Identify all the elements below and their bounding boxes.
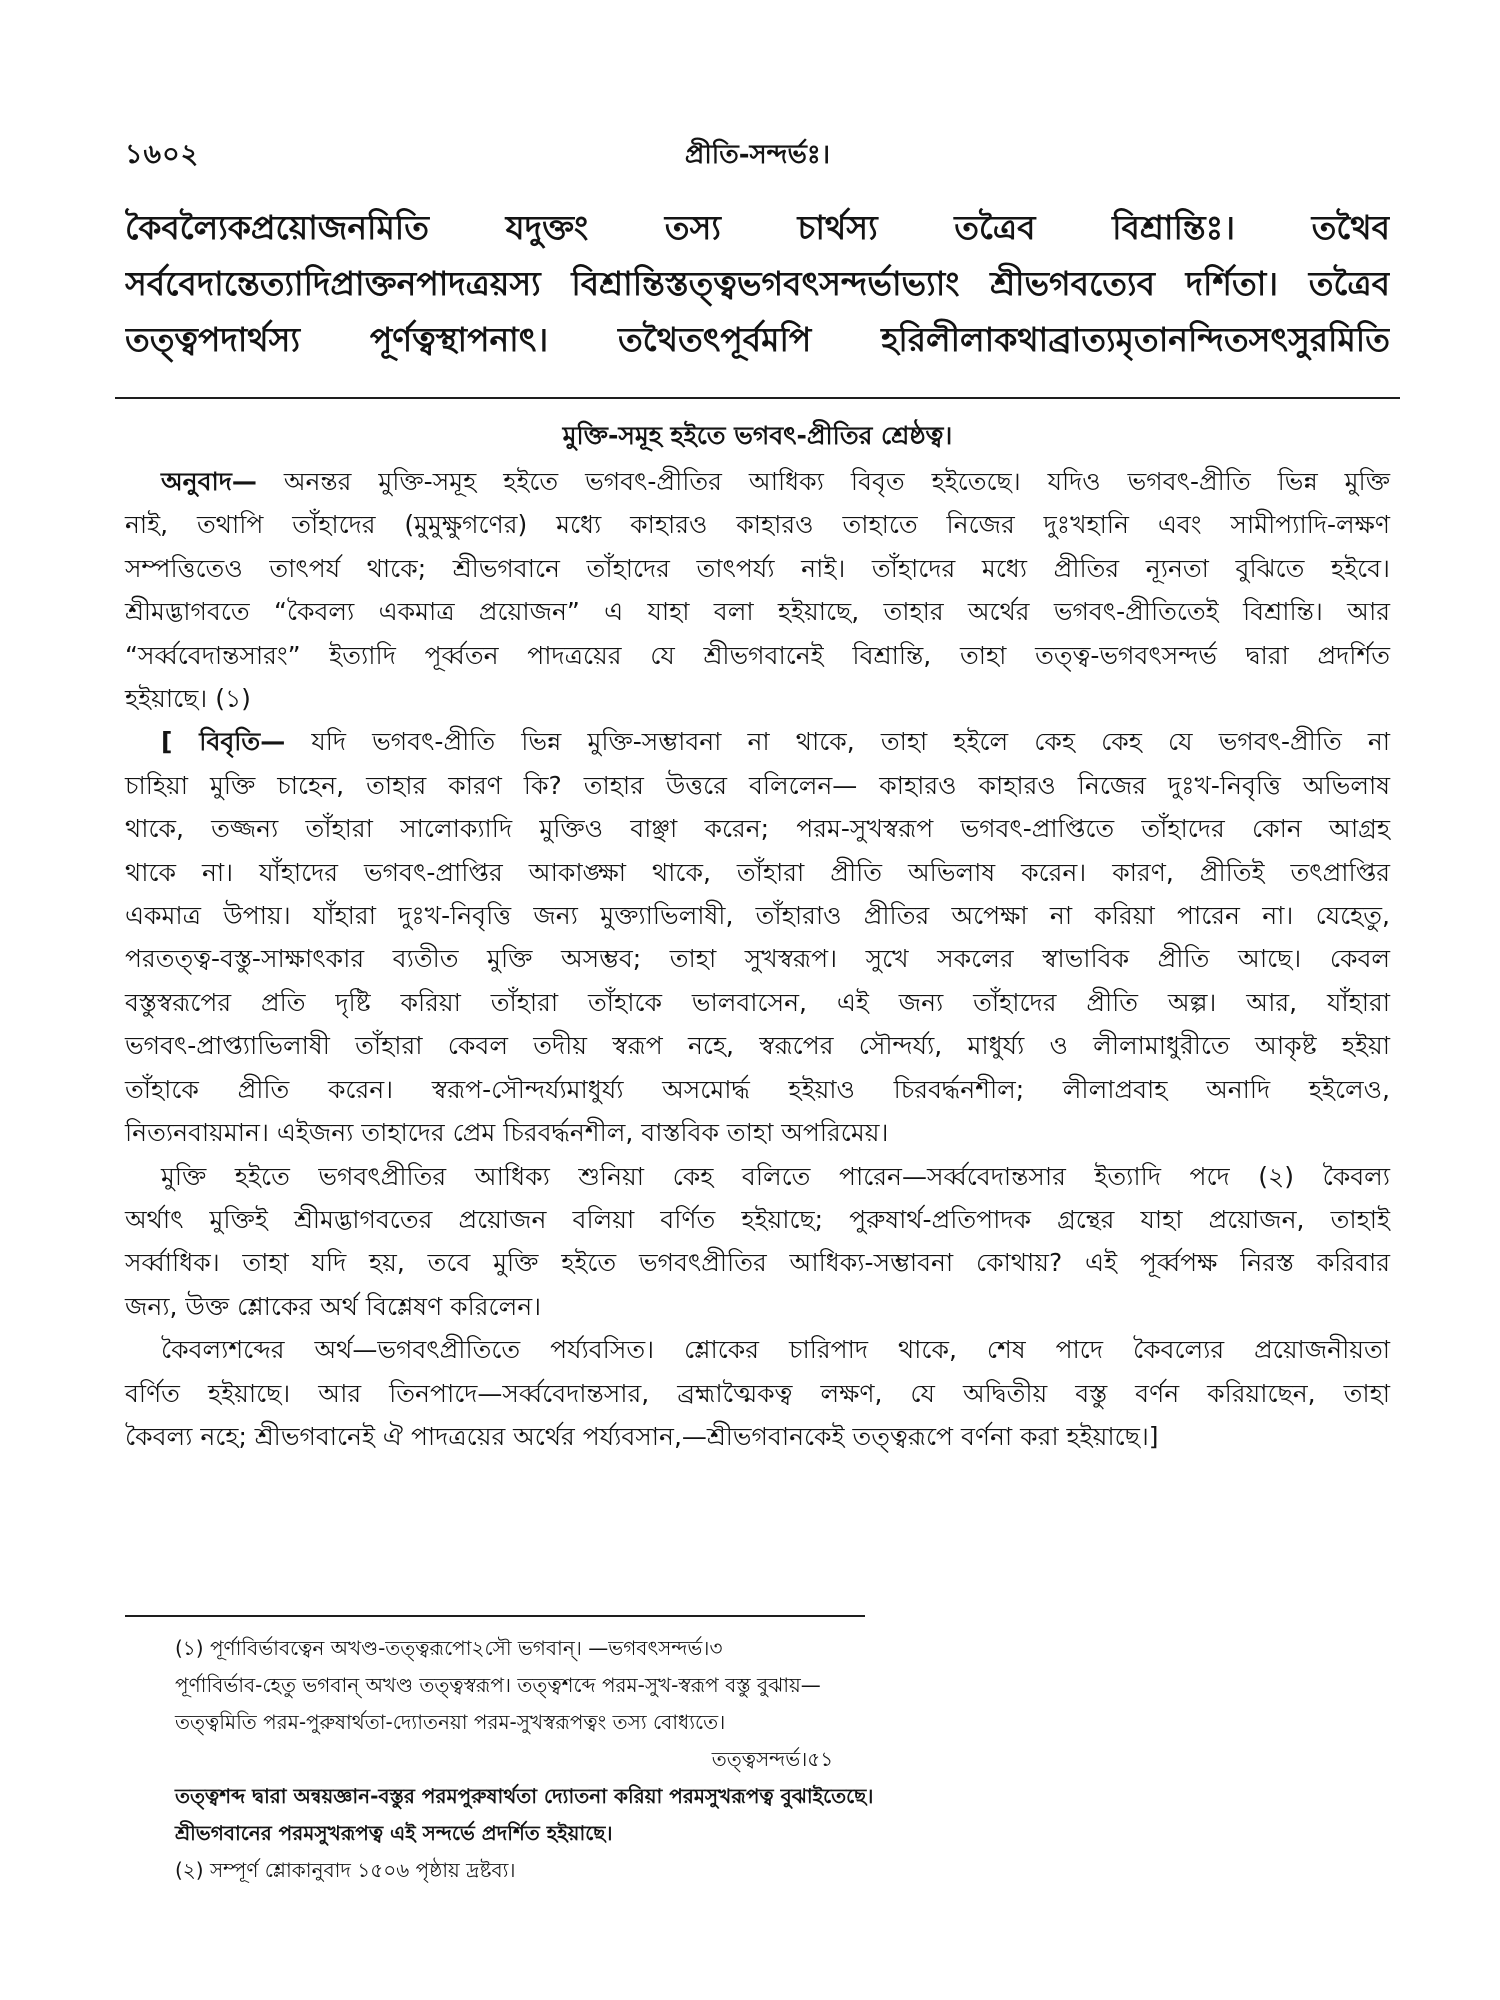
text-line: অর্থাৎ মুক্তিই শ্রীমদ্ভাগবতের প্রয়োজন বলিয়া বর্ণিত হইয়াছে; পুরুষার্থ-প্রতিপাদক গ্রন্থের যাহা প্রয়োজন, তাহাই xyxy=(125,1204,1390,1234)
text-line: তাঁহাকে প্রীতি করেন। স্বরূপ-সৌন্দর্য্যমাধুর্য্য অসমোর্দ্ধ হইয়াও চিরবর্দ্ধনশীল; লীলাপ্রবাহ অনাদি হইলেও, xyxy=(125,1074,1390,1104)
text-line: ভগবৎ-প্রাপ্ত্যাভিলাষী তাঁহারা কেবল তদীয় স্বরূপ নহে, স্বরূপের সৌন্দর্য্য, মাধুর্য্য ও লীলামাধুরীতে আকৃষ্ট হইয়া xyxy=(125,1031,1390,1061)
text-line: হইয়াছে। (১) xyxy=(125,684,251,714)
footnote-line: তত্ত্বশব্দ দ্বারা অন্বয়জ্ঞান-বস্তুর পরমপুরুষার্থতা দ্যোতনা করিয়া পরমসুখরূপত্ব বুঝাইতেছে। xyxy=(175,1784,874,1808)
footnote-citation: তত্ত্বসন্দর্ভ।৫১ xyxy=(711,1747,834,1771)
footnote-line: পূর্ণাবির্ভাব-হেতু ভগবান্ অখণ্ড তত্ত্বস্বরূপ। তত্ত্বশব্দে পরম-সুখ-স্বরূপ বস্তু বুঝায়— xyxy=(175,1673,821,1697)
footnote-rule xyxy=(125,1615,865,1617)
running-title: প্রীতি-সন্দর্ভঃ। xyxy=(684,140,831,170)
section-heading: মুক্তি-সমূহ হইতে ভগবৎ-প্রীতির শ্রেষ্ঠত্ব। xyxy=(562,421,953,450)
footnote-line: (২) সম্পূর্ণ শ্লোকানুবাদ ১৫০৬ পৃষ্ঠায় দ্রষ্টব্য। xyxy=(175,1858,516,1882)
footnote-line: শ্রীভগবানের পরমসুখরূপত্ব এই সন্দর্ভে প্রদর্শিত হইয়াছে। xyxy=(175,1821,613,1845)
kaivalya-paragraph xyxy=(125,1328,1390,1458)
text-line: শ্রীমদ্ভাগবতে “কৈবল্য একমাত্র প্রয়োজন” এ যাহা বলা হইয়াছে, তাহার অর্থের ভগবৎ-প্রীতিতেই বিশ্রান্তি। আর xyxy=(125,597,1390,627)
text-line: সম্পত্তিতেও তাৎপর্য থাকে; শ্রীভগবানে তাঁহাদের তাৎপর্য্য নাই। তাঁহাদের মধ্যে প্রীতির ন্যূনতা বুঝিতে হইবে। xyxy=(125,553,1390,583)
text-line: জন্য, উক্ত শ্লোকের অর্থ বিশ্লেষণ করিলেন। xyxy=(125,1291,542,1321)
text-line: [ বিবৃতি— যদি ভগবৎ-প্রীতি ভিন্ন মুক্তি-সম্ভাবনা না থাকে, তাহা হইলে কেহ কেহ যে ভগবৎ-প্রীতি না xyxy=(161,727,1391,757)
anubad-paragraph xyxy=(125,460,1390,720)
text-line: বস্তুস্বরূপের প্রতি দৃষ্টি করিয়া তাঁহারা তাঁহাকে ভালবাসেন, এই জন্য তাঁহাদের প্রীতি অল্প। আর, যাঁহারা xyxy=(125,987,1390,1017)
sanskrit-text xyxy=(125,200,1390,368)
text-line: চাহিয়া মুক্তি চাহেন, তাহার কারণ কি? তাহার উত্তরে বলিলেন— কাহারও কাহারও নিজের দুঃখ-নিবৃত্তি অভিলাষ xyxy=(125,770,1390,800)
sanskrit-line: তত্ত্বপদার্থস্য পূর্ণত্বস্থাপনাৎ। তথৈতৎপূর্বমপি হরিলীলাকথাব্রাত্যমৃতানন্দিতসৎসুরমিতি xyxy=(125,320,1390,359)
text-line: অনুবাদ— অনন্তর মুক্তি-সমূহ হইতে ভগবৎ-প্রীতির আধিক্য বিবৃত হইতেছে। যদিও ভগবৎ-প্রীতি ভিন্ন মুক্তি xyxy=(161,467,1390,496)
text-line: “সর্ব্ববেদান্তসারং” ইত্যাদি পূর্ব্বতন পাদত্রয়ের যে শ্রীভগবানেই বিশ্রান্তি, তাহা তত্ত্ব-ভগবৎসন্দর্ভ দ্বারা প্রদর্শিত xyxy=(125,640,1390,670)
footnote-line: (১) পূর্ণাবির্ভাবত্বেন অখণ্ড-তত্ত্বরূপো২সৌ ভগবান্। —ভগবৎসন্দর্ভ।৩ xyxy=(175,1636,723,1660)
text-line: সর্ব্বাধিক। তাহা যদি হয়, তবে মুক্তি হইতে ভগবৎপ্রীতির আধিক্য-সম্ভাবনা কোথায়? এই পূর্ব্বপক্ষ নিরস্ত করিবার xyxy=(125,1248,1390,1278)
text-line: নিত্যনবায়মান। এইজন্য তাহাদের প্রেম চিরবর্দ্ধনশীল, বাস্তবিক তাহা অপরিমেয়। xyxy=(125,1118,889,1148)
anubad-label: অনুবাদ— xyxy=(161,467,257,496)
text-line: থাকে, তজ্জন্য তাঁহারা সালোক্যাদি মুক্তিও বাঞ্ছা করেন; পরম-সুখস্বরূপ ভগবৎ-প্রাপ্তিতে তাঁহাদের কোন আগ্রহ xyxy=(125,814,1390,844)
text-line: থাকে না। যাঁহাদের ভগবৎ-প্রাপ্তির আকাঙ্ক্ষা থাকে, তাঁহারা প্রীতি অভিলাষ করেন। কারণ, প্রীতিই তৎপ্রাপ্তির xyxy=(125,857,1390,887)
text-line: কৈবল্য নহে; শ্রীভগবানেই ঐ পাদত্রয়ের অর্থের পর্য্যবসান,—শ্রীভগবানকেই তত্ত্বরূপে বর্ণনা করা হইয়াছে।] xyxy=(125,1421,1159,1451)
text-line: একমাত্র উপায়। যাঁহারা দুঃখ-নিবৃত্তি জন্য মুক্ত্যাভিলাষী, তাঁহারাও প্রীতির অপেক্ষা না করিয়া পারেন না। যেহেতু, xyxy=(125,901,1390,931)
footnote-line: তত্ত্বমিতি পরম-পুরুষার্থতা-দ্যোতনয়া পরম-সুখস্বরূপত্বং তস্য বোধ্যতে। xyxy=(175,1710,726,1734)
footnotes xyxy=(175,1630,1370,1889)
translation-section xyxy=(125,416,1390,1458)
text-line: কৈবল্যশব্দের অর্থ—ভগবৎপ্রীতিতে পর্য্যবসিত। শ্লোকের চারিপাদ থাকে, শেষ পাদে কৈবল্যের প্রয়োজনীয়তা xyxy=(161,1335,1390,1365)
sanskrit-line: সর্ববেদান্তেত্যাদিপ্রাক্তনপাদত্রয়স্য বিশ্রান্তিস্তত্ত্বভগবৎসন্দর্ভাভ্যাং শ্রীভগবত্যেব দর্শিতা। তত্রৈব xyxy=(125,264,1390,303)
vivriti-label: [ বিবৃতি— xyxy=(161,727,286,757)
text-line: নাই, তথাপি তাঁহাদের (মুমুক্ষুগণের) মধ্যে কাহারও কাহারও তাহাতে নিজের দুঃখহানি এবং সামীপ্যাদি-লক্ষণ xyxy=(125,510,1390,540)
text-line: মুক্তি হইতে ভগবৎপ্রীতির আধিক্য শুনিয়া কেহ বলিতে পারেন—সর্ব্ববেদান্তসার ইত্যাদি পদে (২) কৈবল্য xyxy=(161,1161,1390,1191)
text-line: বর্ণিত হইয়াছে। আর তিনপাদে—সর্ব্ববেদান্তসার, ব্রহ্মাত্মৈকত্ব লক্ষণ, যে অদ্বিতীয় বস্তু বর্ণন করিয়াছেন, তাহা xyxy=(125,1378,1390,1408)
page-number: ১৬০২ xyxy=(125,139,200,170)
page-header xyxy=(125,134,1390,174)
text-line: পরতত্ত্ব-বস্তু-সাক্ষাৎকার ব্যতীত মুক্তি অসম্ভব; তাহা সুখস্বরূপ। সুখে সকলের স্বাভাবিক প্রীতি আছে। কেবল xyxy=(125,944,1390,974)
sanskrit-line: কৈবল্যৈকপ্রয়োজনমিতি যদুক্তং তস্য চার্থস্য তত্রৈব বিশ্রান্তিঃ। তথৈব xyxy=(125,208,1390,247)
mukti-paragraph xyxy=(125,1155,1390,1329)
vivriti-paragraph xyxy=(125,720,1390,1154)
separator-rule xyxy=(115,397,1400,399)
